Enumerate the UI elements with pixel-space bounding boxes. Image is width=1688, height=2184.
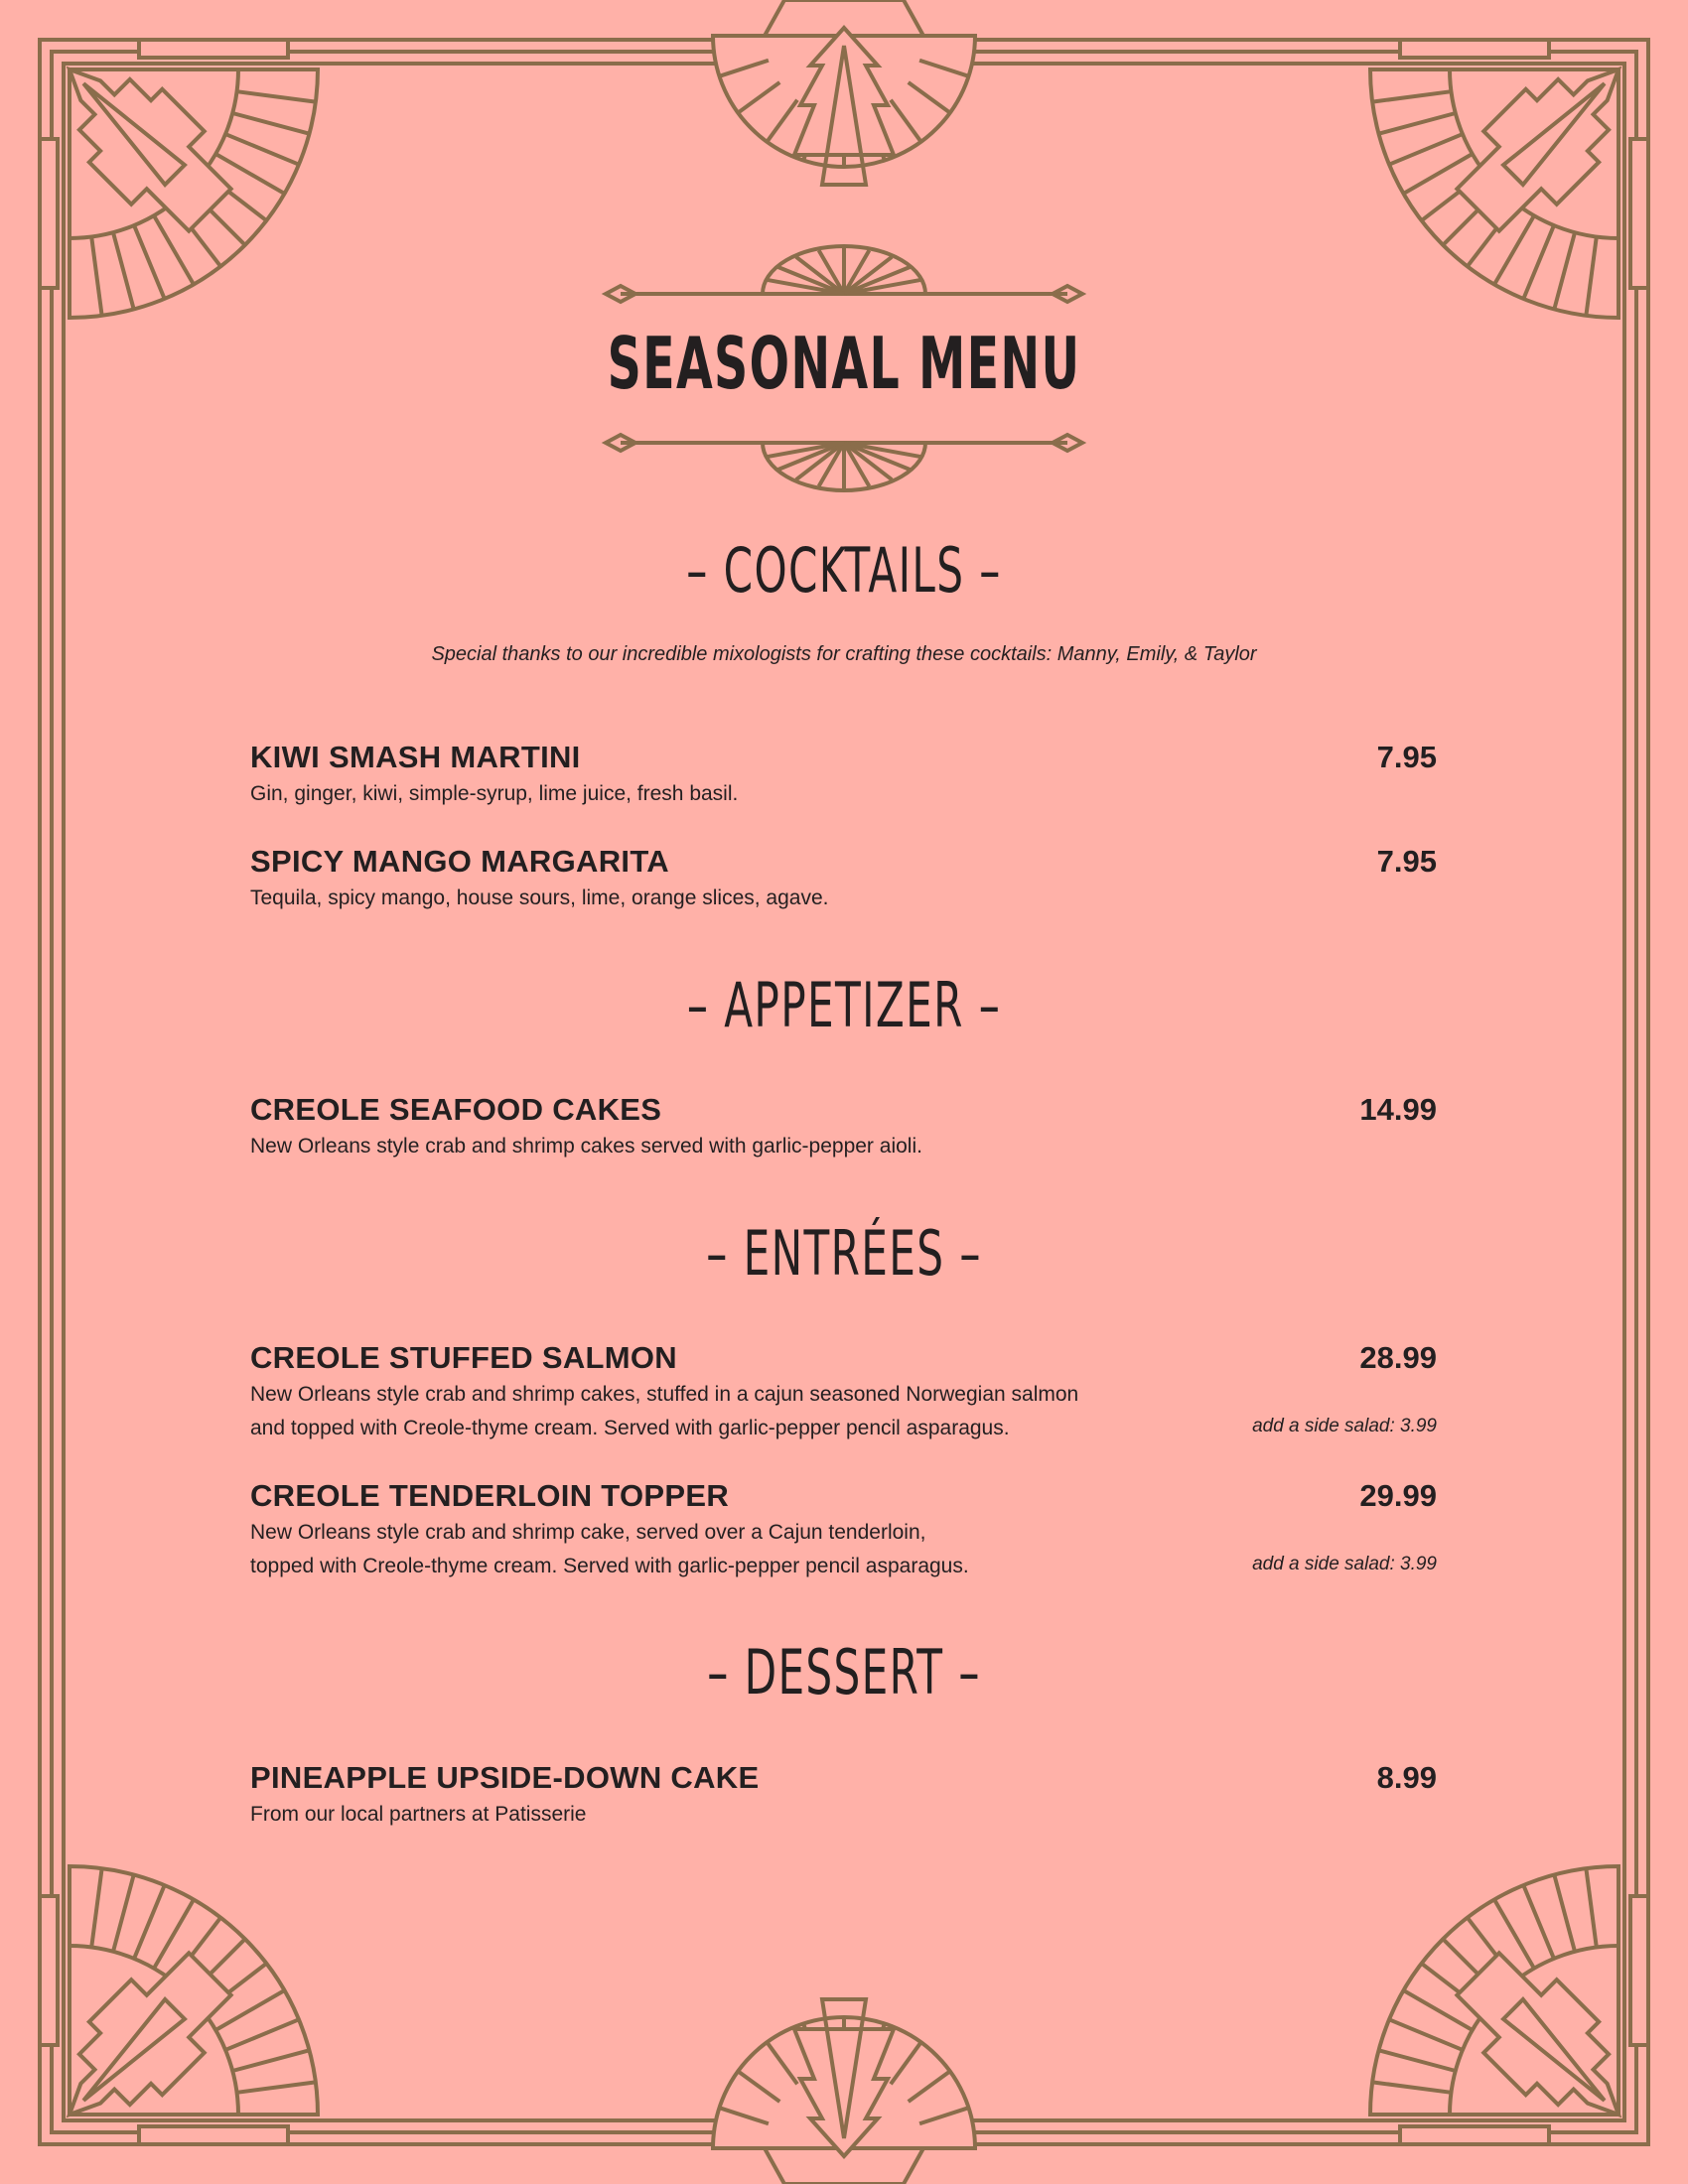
item-description: Gin, ginger, kiwi, simple-syrup, lime juice, fresh basil. (250, 782, 739, 805)
menu-item (250, 844, 1437, 915)
section-heading-dessert: – DESSERT – (707, 1636, 981, 1708)
menu-item (250, 1092, 1437, 1163)
item-price: 28.99 (1359, 1340, 1437, 1375)
side-salad-note: add a side salad: 3.99 (1252, 1416, 1437, 1436)
page-title: SEASONAL MENU (607, 322, 1081, 405)
description-line: New Orleans style crab and shrimp cake, served over a Cajun tenderloin, (250, 1521, 926, 1544)
corner-fan-ornament (33, 33, 318, 318)
item-price: 29.99 (1359, 1478, 1437, 1513)
item-name: CREOLE TENDERLOIN TOPPER (250, 1478, 730, 1513)
corner-fan-ornament (1370, 33, 1655, 318)
menu-item (250, 1760, 1437, 1832)
item-price: 8.99 (1376, 1760, 1437, 1795)
item-price: 7.95 (1376, 844, 1437, 879)
section-heading-appetizer: – APPETIZER – (686, 969, 1002, 1041)
item-name: KIWI SMASH MARTINI (250, 740, 581, 774)
item-description: Tequila, spicy mango, house sours, lime, orange slices, agave. (250, 887, 829, 909)
menu-item (250, 740, 1437, 811)
description-line: and topped with Creole-thyme cream. Served with garlic-pepper pencil asparagus. (250, 1417, 1010, 1439)
mixologists-credit: Special thanks to our incredible mixologists for crafting these cocktails: Manny, Emily, & Taylor (431, 643, 1257, 665)
item-name: CREOLE STUFFED SALMON (250, 1340, 677, 1375)
bottom-center-fan-ornament (713, 1999, 975, 2184)
menu-item (250, 1478, 1437, 1583)
item-price: 7.95 (1376, 740, 1437, 774)
side-salad-note: add a side salad: 3.99 (1252, 1554, 1437, 1574)
item-name: CREOLE SEAFOOD CAKES (250, 1092, 662, 1127)
top-center-fan-ornament (713, 0, 975, 185)
item-name: SPICY MANGO MARGARITA (250, 844, 669, 879)
description-line: New Orleans style crab and shrimp cakes, stuffed in a cajun seasoned Norwegian salmon (250, 1383, 1079, 1406)
item-price: 14.99 (1359, 1092, 1437, 1127)
section-heading-entrees: – ENTRÉES – (706, 1217, 982, 1290)
corner-fan-ornament (1370, 1866, 1655, 2151)
description-line: topped with Creole-thyme cream. Served with garlic-pepper pencil asparagus. (250, 1555, 969, 1577)
item-description: New Orleans style crab and shrimp cakes served with garlic-pepper aioli. (250, 1135, 922, 1158)
section-heading-cocktails: – COCKTAILS – (686, 534, 1002, 607)
item-name: PINEAPPLE UPSIDE-DOWN CAKE (250, 1760, 760, 1795)
corner-fan-ornament (33, 1866, 318, 2151)
item-description: From our local partners at Patisserie (250, 1803, 587, 1826)
menu-item (250, 1340, 1437, 1445)
